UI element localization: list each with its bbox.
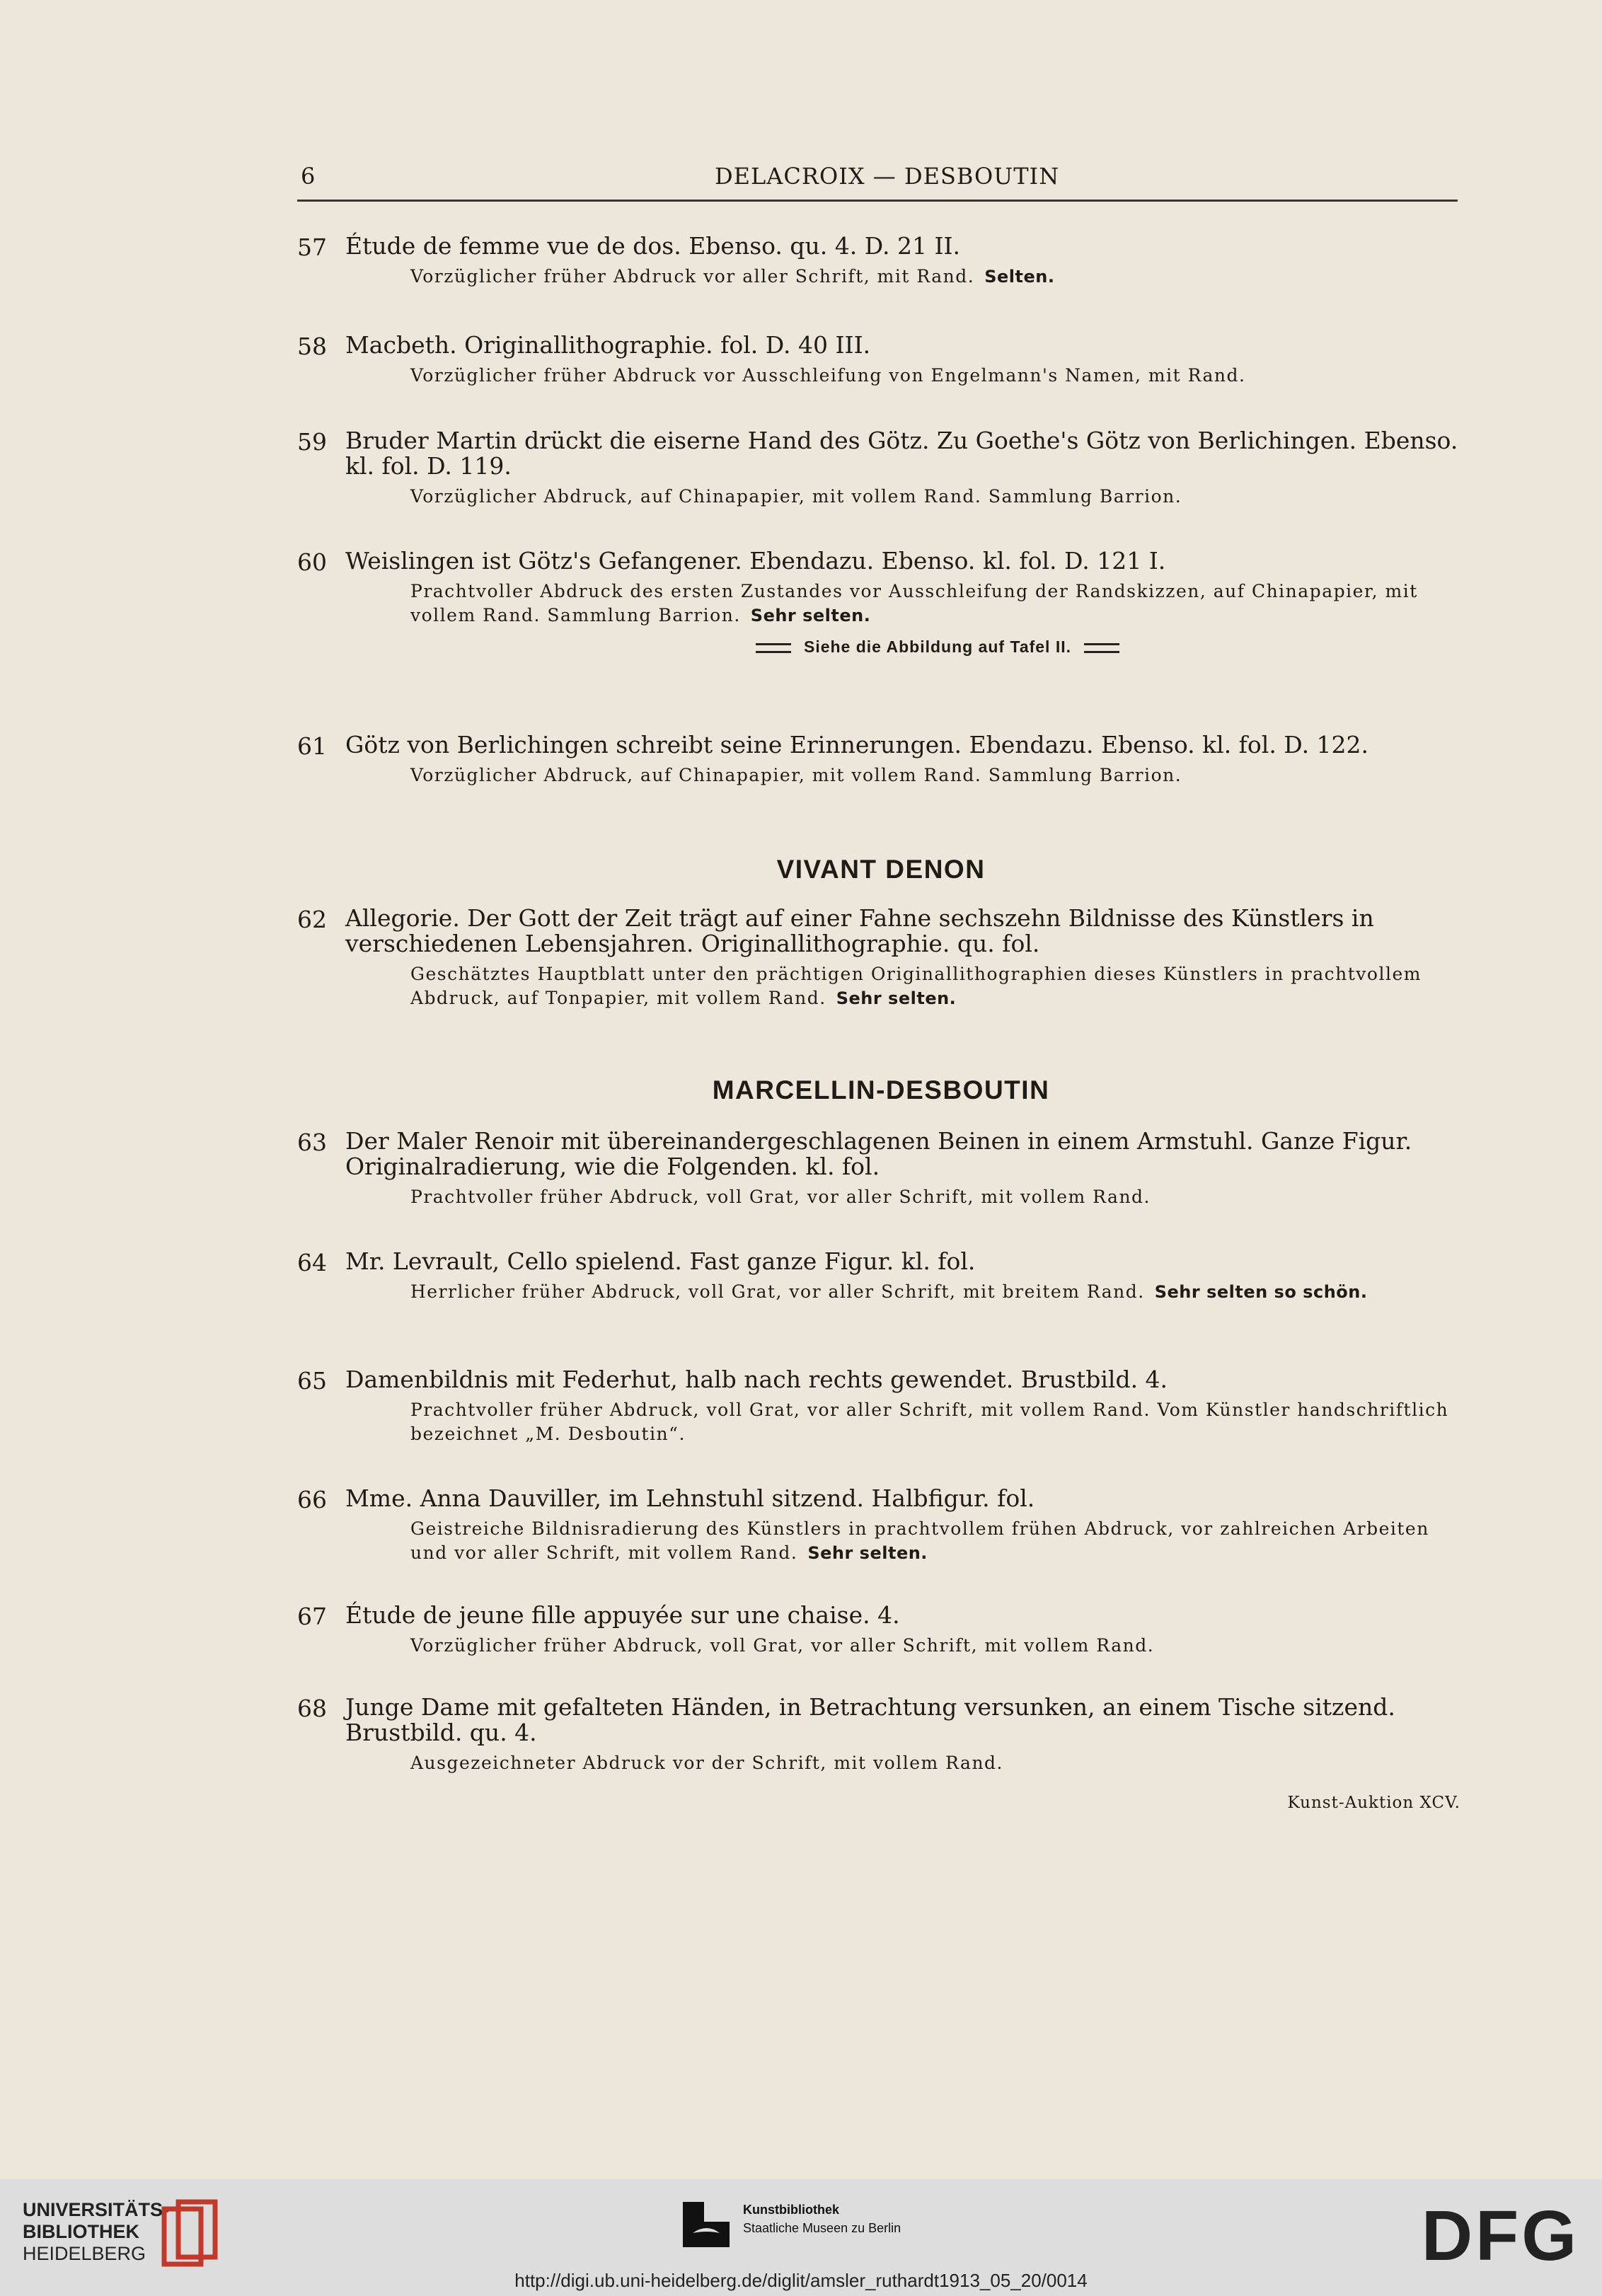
museum-logo-icon: [683, 2202, 730, 2247]
entry-title: Mme. Anna Dauviller, im Lehnstuhl sitzend. Halbfigur. fol.: [345, 1484, 1035, 1512]
section-heading: VIVANT DENON: [776, 855, 986, 884]
entry-title: Allegorie. Der Gott der Zeit trägt auf einer Fahne sechszehn Bildnisse des Künstlers in verschiedenen Lebensjahren. Originallithographie. qu. fol.: [345, 904, 1374, 957]
entry-note: Vorzüglicher Abdruck, auf Chinapapier, mit vollem Rand. Sammlung Barrion.: [410, 486, 1182, 507]
catalog-entry: [297, 732, 1465, 788]
entry-number: 62: [297, 906, 327, 933]
entry-title: Weislingen ist Götz's Gefangener. Ebendazu. Ebenso. kl. fol. D. 121 I.: [345, 547, 1166, 575]
entry-title: Bruder Martin drückt die eiserne Hand des Götz. Zu Goethe's Götz von Berlichingen. Ebenso. kl. fol. D. 119.: [345, 427, 1458, 480]
entry-title: Mr. Levrault, Cello spielend. Fast ganze Figur. kl. fol.: [345, 1247, 976, 1275]
double-rule-left: [756, 643, 791, 653]
catalog-entry: [297, 1603, 1465, 1658]
entry-number: 59: [297, 428, 327, 456]
plate-reference: Siehe die Abbildung auf Tafel II.: [410, 638, 1465, 657]
entry-title: Junge Dame mit gefalteten Händen, in Betrachtung versunken, an einem Tische sitzend. Brustbild. qu. 4.: [345, 1693, 1395, 1746]
ub-heidelberg-logo[interactable]: UNIVERSITÄTS- BIBLIOTHEK HEIDELBERG: [23, 2199, 170, 2264]
viewer-footer-bar: [0, 2179, 1602, 2296]
entry-number: 60: [297, 548, 327, 576]
catalog-entry: [297, 1367, 1465, 1446]
rarity-mark: Sehr selten.: [807, 1543, 928, 1563]
entry-note: Vorzüglicher früher Abdruck vor aller Schrift, mit Rand. Selten.: [410, 266, 1055, 287]
entry-title: Étude de femme vue de dos. Ebenso. qu. 4. D. 21 II.: [345, 232, 961, 260]
catalog-entry: [297, 548, 1465, 657]
entry-title: Damenbildnis mit Federhut, halb nach rechts gewendet. Brustbild. 4.: [345, 1366, 1168, 1393]
rarity-mark: Sehr selten.: [836, 988, 957, 1008]
ub-logo-icon: [161, 2199, 219, 2267]
entry-note: Prachtvoller früher Abdruck, voll Grat, vor aller Schrift, mit vollem Rand.: [410, 1187, 1151, 1207]
catalog-entry: [297, 333, 1465, 388]
entry-number: 65: [297, 1367, 327, 1395]
entry-note: Prachtvoller früher Abdruck, voll Grat, vor aller Schrift, mit vollem Rand. Vom Künstler handschriftlich bezeichnet „M. Desboutin“.: [410, 1400, 1449, 1444]
running-title: DELACROIX — DESBOUTIN: [715, 163, 1060, 190]
entry-note: Vorzüglicher früher Abdruck vor Ausschleifung von Engelmann's Namen, mit Rand.: [410, 365, 1246, 386]
entry-title: Macbeth. Originallithographie. fol. D. 40 III.: [345, 331, 871, 359]
catalog-entry: [297, 906, 1465, 1010]
double-rule-right: [1084, 643, 1119, 653]
entry-note: Geschätztes Hauptblatt unter den prächtigen Originallithographien dieses Künstlers in prachtvollem Abdruck, auf Tonpapier, mit vollem Rand. Sehr selten.: [410, 964, 1422, 1008]
entry-number: 58: [297, 333, 327, 360]
catalog-entry: [297, 1486, 1465, 1565]
catalog-entry: [297, 1129, 1465, 1209]
rarity-mark: Selten.: [984, 267, 1055, 287]
entry-number: 57: [297, 233, 327, 261]
entry-number: 61: [297, 732, 327, 760]
permalink-url[interactable]: http://digi.ub.uni-heidelberg.de/diglit/amsler_ruthardt1913_05_20/0014: [514, 2270, 1088, 2291]
rarity-mark: Sehr selten so schön.: [1154, 1282, 1368, 1302]
header-rule: [297, 200, 1458, 202]
entry-number: 67: [297, 1603, 327, 1630]
entry-note: Vorzüglicher Abdruck, auf Chinapapier, mit vollem Rand. Sammlung Barrion.: [410, 765, 1182, 785]
dfg-logo[interactable]: DFG: [1421, 2196, 1579, 2275]
catalog-entry: [297, 1695, 1465, 1775]
catalog-entry: [297, 428, 1465, 509]
kunstbibliothek-logo[interactable]: Kunstbibliothek Staatliche Museen zu Berlin: [743, 2203, 901, 2235]
auction-footer: Kunst-Auktion XCV.: [1287, 1794, 1460, 1812]
section-heading: MARCELLIN-DESBOUTIN: [712, 1075, 1050, 1104]
entry-note: Prachtvoller Abdruck des ersten Zustandes vor Ausschleifung der Randskizzen, auf Chinapapier, mit vollem Rand. Sammlung Barrion. Sehr selten.: [410, 581, 1418, 625]
rarity-mark: Sehr selten.: [750, 606, 871, 625]
entry-number: 64: [297, 1249, 327, 1276]
entry-number: 66: [297, 1486, 327, 1513]
entry-note: Herrlicher früher Abdruck, voll Grat, vor aller Schrift, mit breitem Rand. Sehr selten so schön.: [410, 1281, 1368, 1302]
entry-title: Götz von Berlichingen schreibt seine Erinnerungen. Ebendazu. Ebenso. kl. fol. D. 122.: [345, 731, 1369, 758]
entry-note: Geistreiche Bildnisradierung des Künstlers in prachtvollem frühen Abdruck, vor zahlreichen Arbeiten und vor aller Schrift, mit vollem Rand. Sehr selten.: [410, 1518, 1429, 1563]
entry-number: 68: [297, 1695, 327, 1722]
catalog-entry: [297, 1249, 1465, 1304]
catalog-entry: [297, 233, 1465, 289]
entry-number: 63: [297, 1129, 327, 1156]
entry-note: Vorzüglicher früher Abdruck, voll Grat, vor aller Schrift, mit vollem Rand.: [410, 1635, 1155, 1656]
entry-title: Étude de jeune fille appuyée sur une chaise. 4.: [345, 1601, 900, 1629]
entry-note: Ausgezeichneter Abdruck vor der Schrift, mit vollem Rand.: [410, 1753, 1003, 1773]
entry-title: Der Maler Renoir mit übereinandergeschlagenen Beinen in einem Armstuhl. Ganze Figur. Originalradierung, wie die Folgenden. kl. fol.: [345, 1127, 1412, 1180]
page-number: 6: [301, 163, 316, 190]
